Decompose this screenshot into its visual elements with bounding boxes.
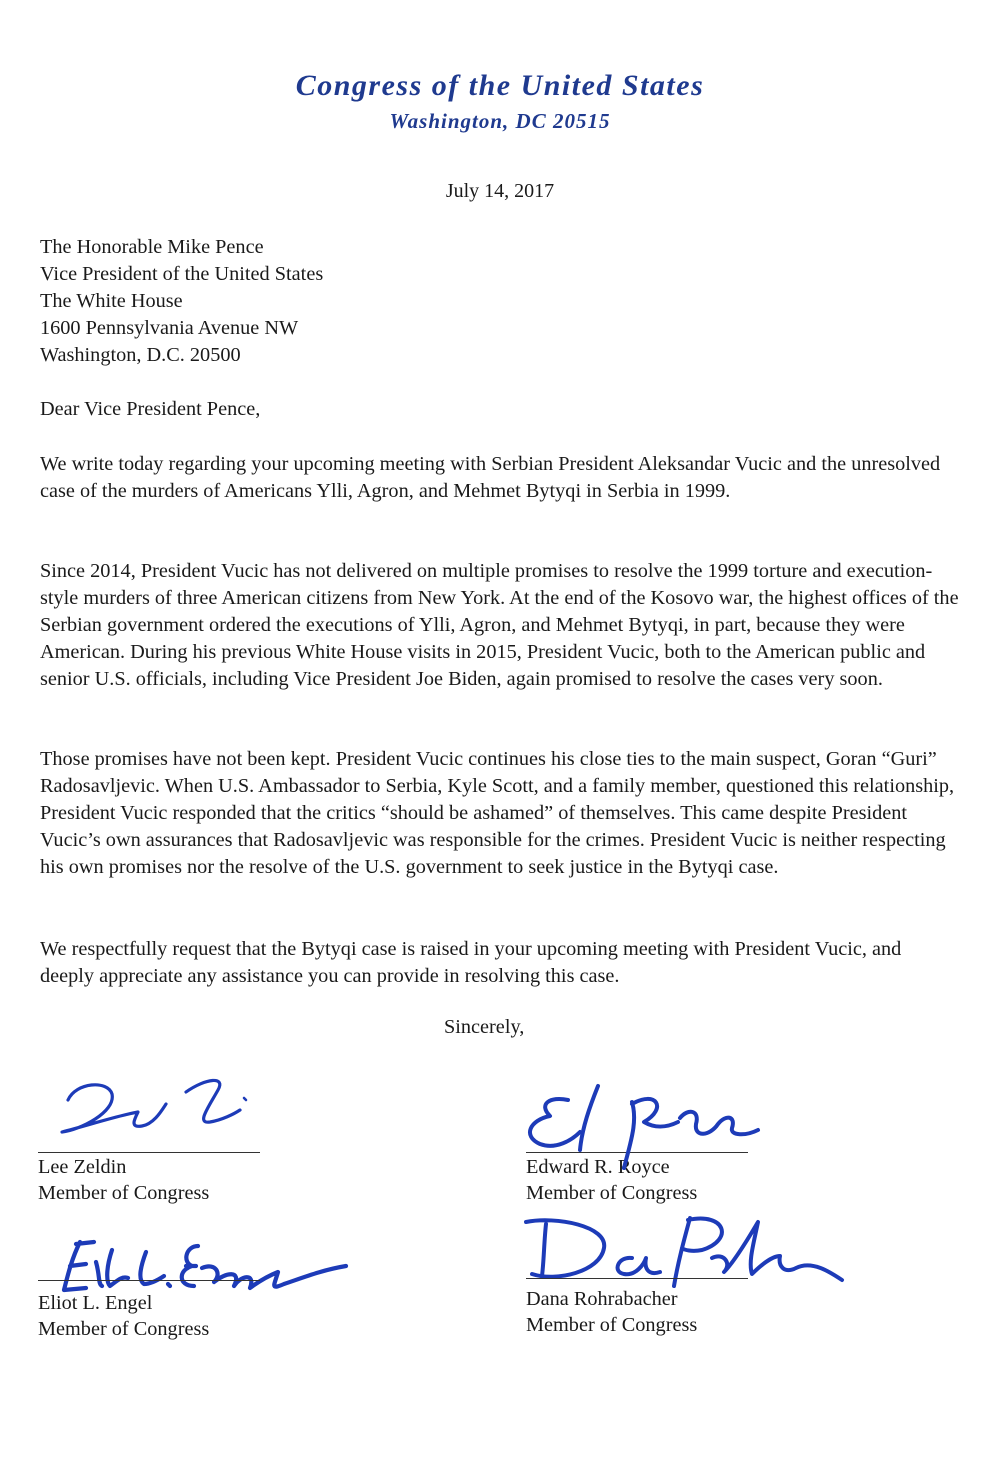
body-paragraph-4: We respectfully request that the Bytyqi case is raised in your upcoming meeting with President Vucic, and deeply appreciate any assistance you can provide in resolving this case.: [40, 938, 902, 987]
signature-line: [38, 1152, 260, 1153]
letterhead-city: Washington, DC 20515: [389, 109, 611, 133]
signature-block-zeldin: [38, 1068, 378, 1208]
signature-block-royce: [526, 1078, 866, 1218]
signature-rohrabacher: [512, 1212, 852, 1292]
recipient-address: [40, 234, 960, 369]
signer-title: Member of Congress: [38, 1182, 210, 1204]
signature-royce: [510, 1078, 770, 1178]
letterhead-organization: Congress of the United States: [295, 69, 705, 102]
recipient-line: The White House: [40, 290, 183, 312]
signer-name: Dana Rohrabacher: [526, 1288, 678, 1310]
recipient-line: 1600 Pennsylvania Avenue NW: [40, 317, 299, 339]
salutation: Dear Vice President Pence,: [40, 398, 261, 420]
signer-name: Lee Zeldin: [38, 1156, 127, 1178]
signature-line: [38, 1280, 260, 1281]
body-paragraph-2: Since 2014, President Vucic has not delivered on multiple promises to resolve the 1999 torture and execution-style murders of three American citizens from New York. At the end of the Kosovo war, the highest offices of the Serbian government ordered the executions of Ylli, Agron, and Mehmet Bytyqi, in part, because they were American. During his previous White House visits in 2015, President Vucic, both to the American public and senior U.S. officials, including Vice President Joe Biden, again promised to resolve the cases very soon.: [40, 560, 959, 690]
letterhead: [0, 66, 1000, 136]
signature-block-engel: [38, 1222, 378, 1342]
signature-zeldin: [46, 1068, 286, 1158]
closing: Sincerely,: [444, 1016, 525, 1038]
recipient-line: Washington, D.C. 20500: [40, 344, 241, 366]
body-paragraph-1: We write today regarding your upcoming meeting with Serbian President Aleksandar Vucic and the unresolved case of the murders of Americans Ylli, Agron, and Mehmet Bytyqi in Serbia in 1999.: [40, 453, 941, 502]
signature-block-rohrabacher: [526, 1212, 866, 1342]
body-paragraph-3: Those promises have not been kept. President Vucic continues his close ties to the main suspect, Goran “Guri” Radosavljevic. When U.S. Ambassador to Serbia, Kyle Scott, and a family member, questioned this relationship, President Vucic responded that the critics “should be ashamed” of themselves. This came despite President Vucic’s own assurances that Radosavljevic was responsible for the crimes. President Vucic is neither respecting his own promises nor the resolve of the U.S. government to seek justice in the Bytyqi case.: [40, 748, 955, 878]
signature-line: [526, 1278, 748, 1279]
recipient-line: Vice President of the United States: [40, 263, 324, 285]
signer-title: Member of Congress: [526, 1314, 698, 1336]
signer-name: Eliot L. Engel: [38, 1292, 153, 1314]
signer-title: Member of Congress: [526, 1182, 698, 1204]
signer-name: Edward R. Royce: [526, 1156, 670, 1178]
recipient-line: The Honorable Mike Pence: [40, 236, 264, 258]
signer-title: Member of Congress: [38, 1318, 210, 1340]
letter-date: July 14, 2017: [445, 180, 555, 202]
